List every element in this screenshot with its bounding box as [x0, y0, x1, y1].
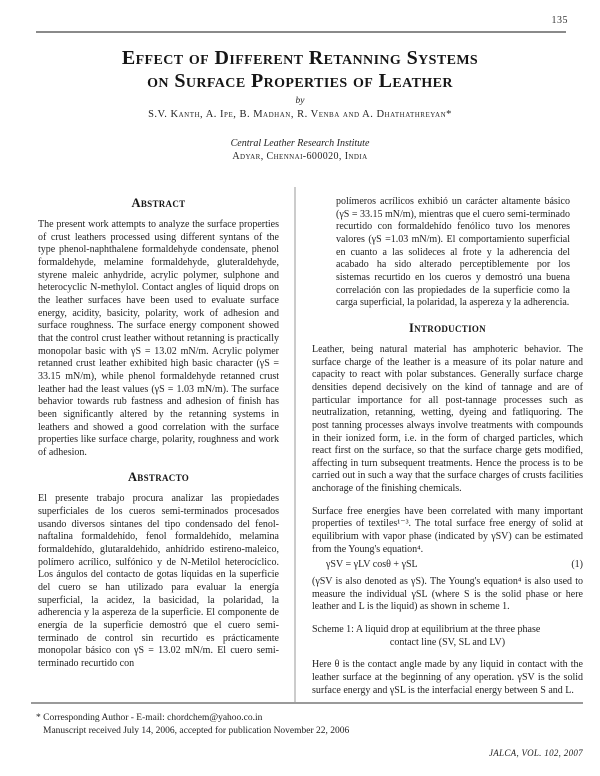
- scheme-caption-line1: Scheme 1: A liquid drop at equilibrium at the three phase: [312, 624, 541, 636]
- equation: γSV = γLV cosθ + γSL: [326, 559, 418, 571]
- intro-paragraph-4: Here θ is the contact angle made by any liquid in contact with the leather surface at the beginning of any operation. γSV is the solid surface energy and γSL is the interfacial energy between S and L.: [312, 659, 583, 696]
- left-column: [38, 196, 279, 703]
- authors-line: S.V. Kanth, A. Ipe, B. Madhan, R. Venba and A. Dhathathreyan*: [148, 109, 452, 120]
- footnote-block: [31, 702, 583, 737]
- abstracto-continuation-text: polímeros acrílicos exhibió un carácter altamente básico (γS = 33.15 mN/m), mientras que el cuero semi-terminado recurtido con formaldehído fenólico tuvo los menores valores (γS =1.03 mN/m). El comportamiento superficial en cuanto a las solideces al frote y la adherencia del acabado ha sido alterado perceptiblemente por los sistemas recurtido en los cueros y demostró una buena correlación con las propiedades de la superficie como la carga superficial, la polaridad, la aspereza y la adherencia.: [336, 196, 570, 309]
- institute-name: Central Leather Research Institute: [230, 138, 370, 149]
- intro-paragraph-3: (γSV is also denoted as γS). The Young's equation⁴ is also used to measure the individual γSL (where S is the solid phase or here leather and L is the liquid) as shown in scheme 1.: [312, 576, 583, 613]
- article-title-line2: on Surface Properties of Leather: [147, 70, 453, 92]
- article-title-line1: Effect of Different Retanning Systems: [121, 47, 479, 69]
- footnote-line1: * Corresponding Author - E-mail: chordchem@yahoo.co.in: [36, 713, 263, 723]
- abstract-text: The present work attempts to analyze the surface properties of crust leathers processed using different syntans of the type phenol-naphthalene formaldehyde condensate, phenol formaldehyde, melamine formaldehyde, gluteraldehyde, styrene maleic anhydride, acrylic polymer, sulphone and heterocyclic N-methylol. Contact angles of liquid drops on the leather surfaces have been used to evaluate surface energy, acidity, basicity, polarity, work of adhesion and surface roughness. The surface energy component showed that the control crust leather without retanning is practically monopolar basic with γS = 13.02 mN/m. Acrylic polymer retanned crust leather exhibited high basic character (γS = 33.15 mN/m), while phenol formaldehyde retanned crust leather had the least values (γS = 1.03 mN/m). The surface behavior towards rub fastness and adhesion of finish has been significantly altered by the retanning systems in leathers and showed a good correlation with the surface properties like surface charge, polarity, roughness and work of adhesion.: [38, 219, 279, 458]
- article-title: [0, 47, 600, 93]
- equation-number: (1): [571, 559, 583, 571]
- page-number: 135: [551, 15, 568, 26]
- two-column-body: [38, 196, 583, 703]
- intro-paragraph-2: Surface free energies have been correlated with many important properties of textiles¹⁻³. The total surface free energy of solid at equilibrium with vapor phase (indicated by γSV) can be estimated from the Young's equation⁴.: [312, 505, 583, 555]
- byline: by: [295, 96, 305, 106]
- introduction-heading: Introduction: [409, 320, 486, 335]
- abstracto-heading: Abstracto: [127, 470, 190, 485]
- footnote-line2: Manuscript received July 14, 2006, accepted for publication November 22, 2006: [43, 725, 350, 736]
- journal-footer: JALCA, VOL. 102, 2007: [488, 748, 583, 758]
- title-block: [0, 47, 600, 163]
- equation-row: [312, 559, 583, 572]
- abstract-heading: Abstract: [131, 196, 186, 210]
- scheme-caption: [312, 624, 583, 649]
- institute-address: Adyar, Chennai-600020, India: [232, 150, 368, 162]
- scheme-caption-line2: contact line (SV, SL and LV): [389, 636, 506, 648]
- right-column: [312, 196, 583, 703]
- intro-paragraph-1: Leather, being natural material has amphoteric behavior. The surface charge of the leather is a measure of its polar nature and capacity to react with polar substances. Generally surface charge densities depend decisively on the kind of tannage and are of particular importance for all post-tannage processes such as neutralization, retanning, wetting, dyeing and fatliquoring. The post tanning processes always involve treatments with compounds in their ionized form, i.e. in the form of charged particles, which react first on the surface, so that the surface charge gets modified, affecting in turn subsequent treatments. Hence the process is to be carried out in such a way that the surface charges of crusts facilities anchorage of the finishing chemicals.: [312, 343, 583, 495]
- abstracto-text: El presente trabajo procura analizar las propiedades superficiales de los cueros semi-terminados procesados usando diversos sintanes del tipo condensado del fenol-naftalina formaldehído, fenol formaldehído, melamina formaldehído, glutaraldehido, anhídrido estireno-maleico, polímero acrílico, sulfónico y de N-Metilol heterocíclico. Los ángulos del contacto de gotas líquidas en la superficie del cuero se han utilizado para evaluar la energía superficial, la acidez, la basicidad, la polaridad, la adherencia y la aspereza de la superficie. El componente de energía de la superficie demostró que el cuero semi-terminado de control sin recurtido es prácticamente monopolar básico con γS = 13.02 mN/m. El cuero semi-terminado recurtido con: [38, 493, 279, 669]
- header-rule: [36, 31, 566, 33]
